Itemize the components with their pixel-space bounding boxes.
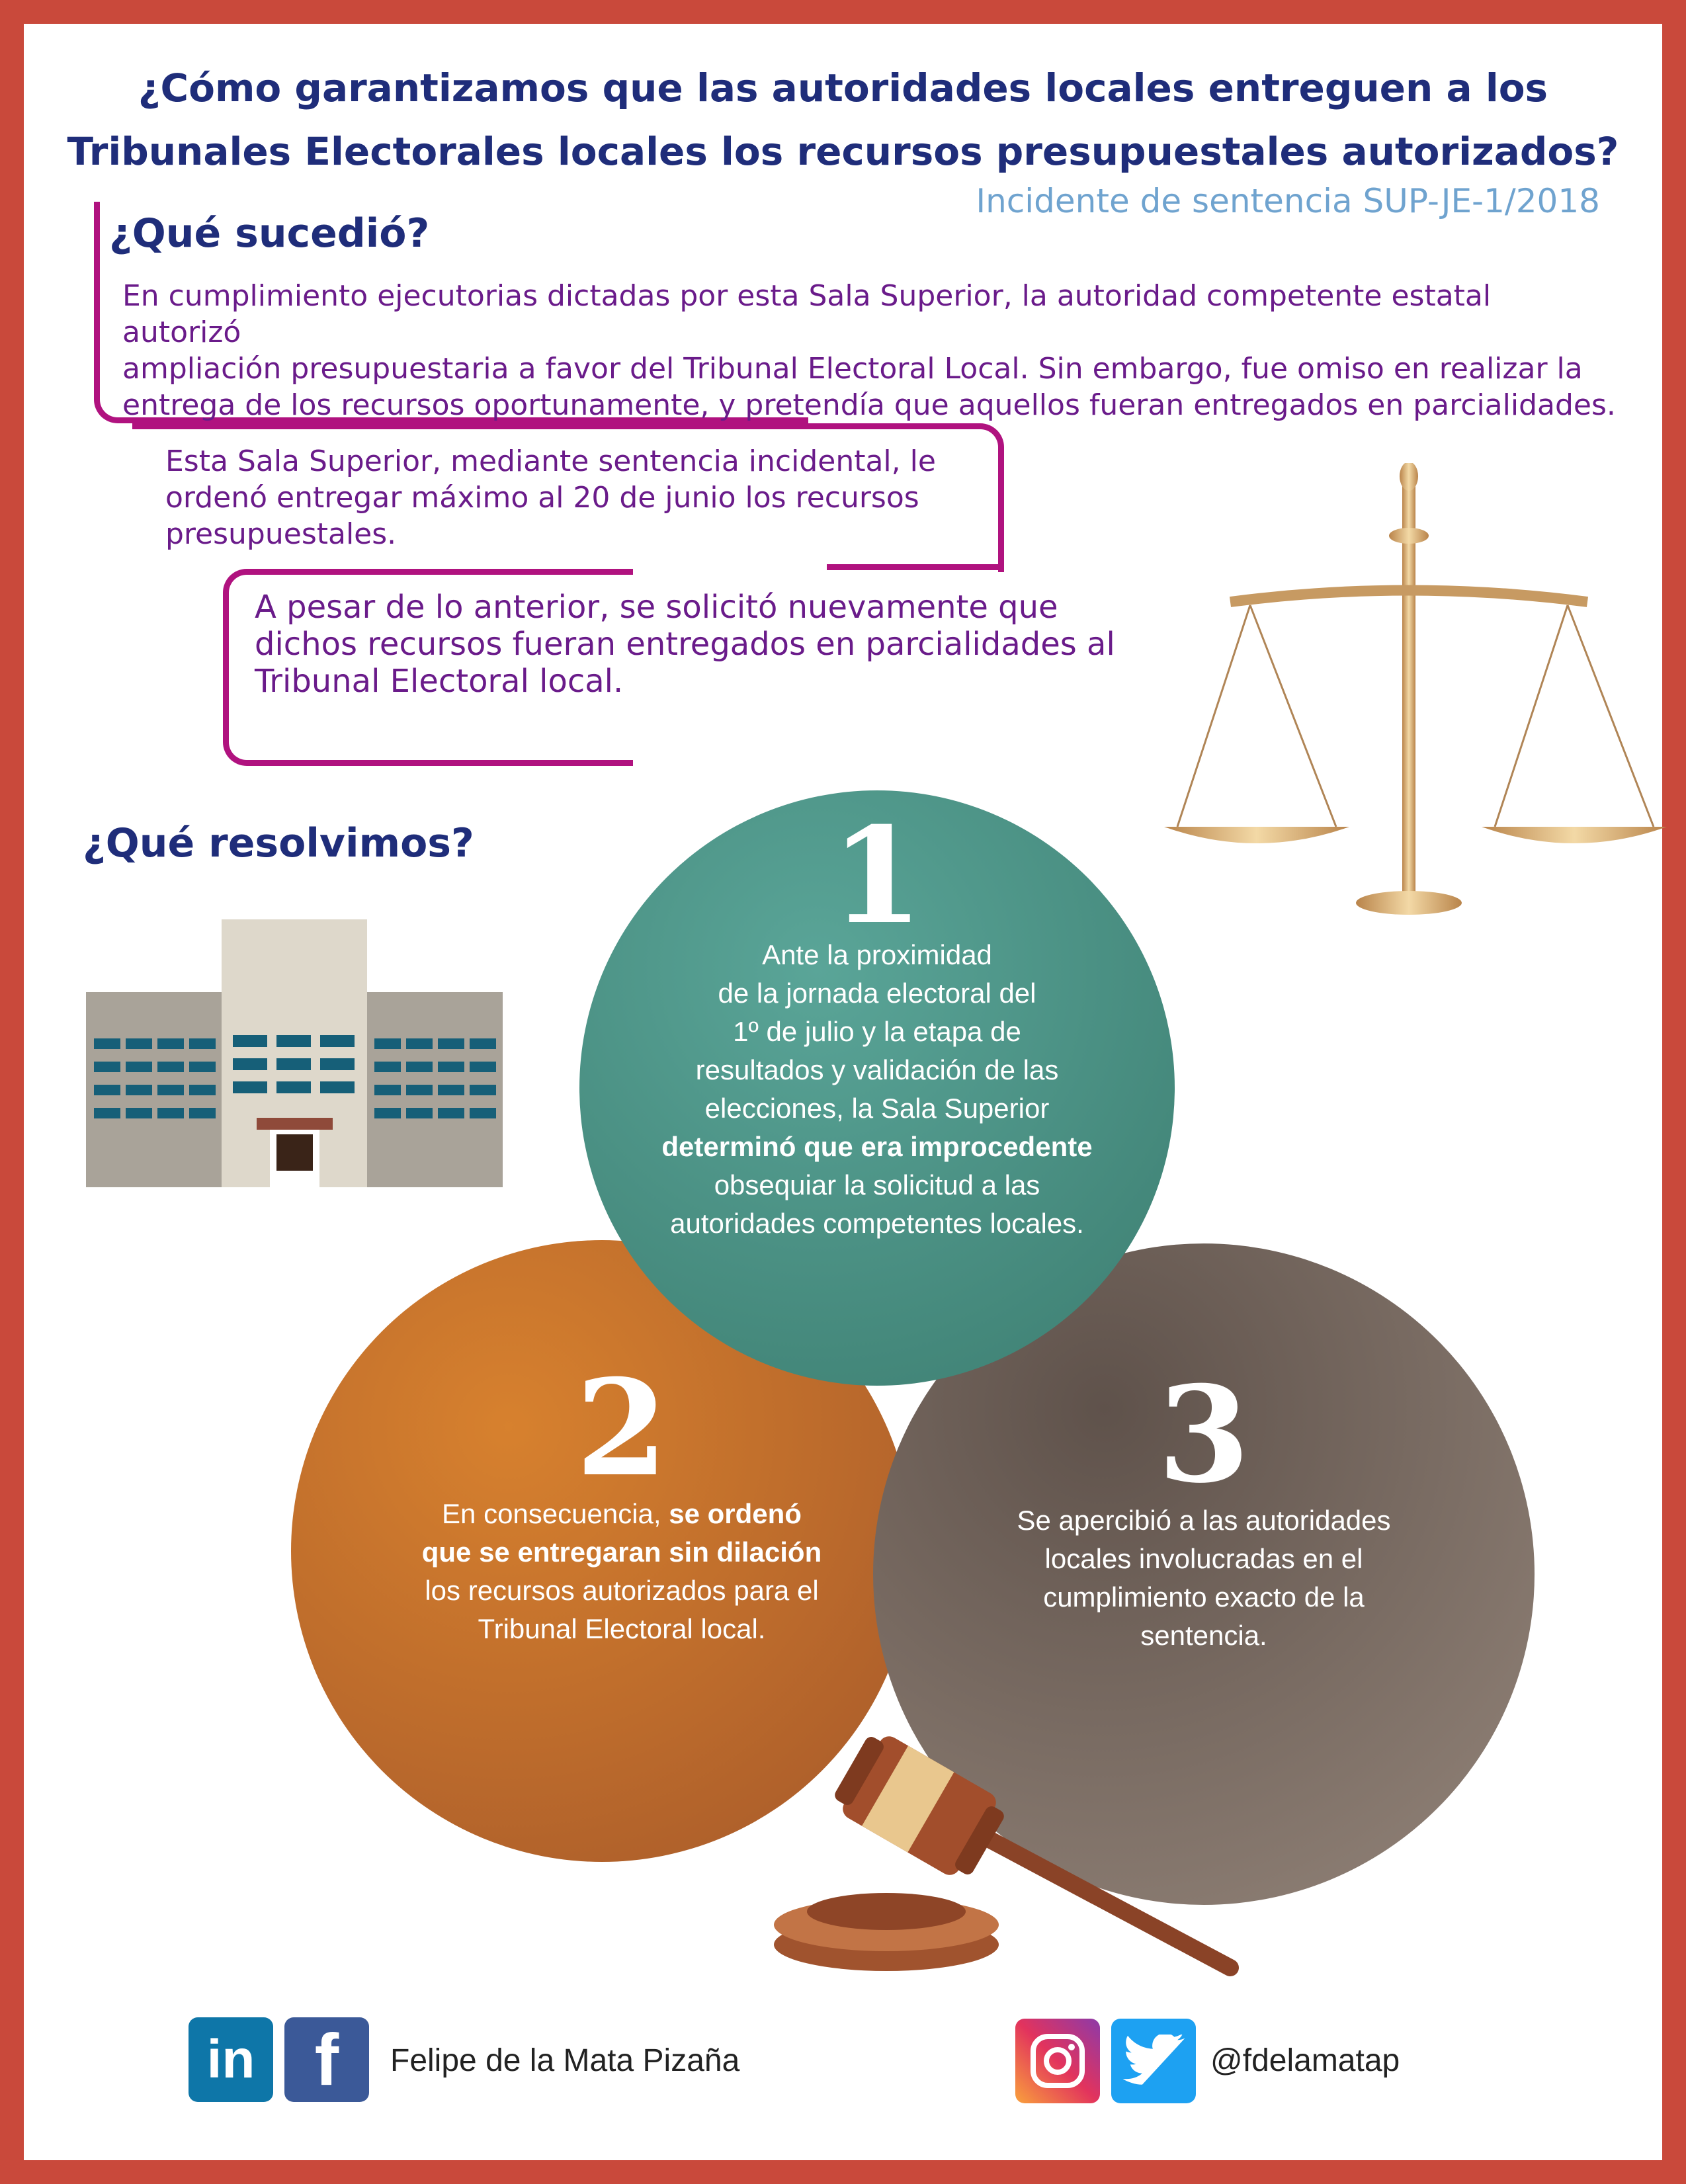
sucedio-p2-line: presupuestales. <box>165 517 397 551</box>
case-reference: Incidente de sentencia SUP-JE-1/2018 <box>976 182 1600 220</box>
title-line-2: Tribunales Electorales locales los recursos presupuestales autorizados? <box>67 129 1619 174</box>
step-1-line: resultados y validación de las <box>695 1054 1059 1085</box>
twitter-bird <box>1122 2035 1185 2087</box>
step-3-number: 3 <box>1158 1357 1250 1513</box>
step-2-number: 2 <box>575 1351 668 1506</box>
step-3-line: cumplimiento exacto de la <box>1043 1581 1365 1613</box>
page-title <box>53 56 1633 183</box>
linkedin-icon[interactable]: in <box>189 2017 273 2102</box>
step-2-pre: En consecuencia, <box>442 1498 669 1529</box>
instagram-icon[interactable] <box>1015 2019 1100 2103</box>
step-1-line: Ante la proximidad <box>762 939 992 970</box>
step-3-text <box>952 1501 1455 1655</box>
step-2-text <box>377 1495 866 1648</box>
step-1-number: 1 <box>831 798 923 954</box>
gavel-icon <box>767 1733 1243 1984</box>
sucedio-p3-line: A pesar de lo anterior, se solicitó nuevamente que <box>255 589 1058 626</box>
author-name: Felipe de la Mata Pizaña <box>390 2043 740 2078</box>
step-1-line: de la jornada electoral del <box>718 978 1036 1009</box>
sucedio-p2-line: ordenó entregar máximo al 20 de junio los recursos <box>165 481 919 515</box>
sucedio-p3-line: dichos recursos fueran entregados en parcialidades al <box>255 626 1115 663</box>
step-3-line: Se apercibió a las autoridades <box>1017 1505 1391 1536</box>
step-2-bold: que se entregaran sin dilación <box>421 1536 822 1568</box>
building-icon <box>86 919 503 1187</box>
sucedio-p2-line: Esta Sala Superior, mediante sentencia incidental, le <box>165 444 936 478</box>
instagram-glyph <box>1028 2031 1087 2091</box>
section-heading-resolvimos: ¿Qué resolvimos? <box>83 820 474 866</box>
facebook-icon[interactable]: f <box>284 2017 369 2102</box>
twitter-icon[interactable] <box>1111 2019 1196 2103</box>
title-line-1: ¿Cómo garantizamos que las autoridades locales entreguen a los <box>138 65 1548 110</box>
step-1-line: autoridades competentes locales. <box>670 1208 1084 1239</box>
bracket-2-bottom <box>827 564 1004 570</box>
sucedio-p3-line: Tribunal Electoral local. <box>255 663 624 700</box>
step-1-line: 1º de julio y la etapa de <box>733 1016 1021 1047</box>
step-3-line: locales involucradas en el <box>1044 1543 1363 1574</box>
sucedio-paragraph-2 <box>165 443 972 552</box>
sucedio-paragraph-3 <box>255 589 1181 700</box>
sucedio-p1-line: ampliación presupuestaria a favor del Tribunal Electoral Local. Sin embargo, fue omiso en realizar la <box>122 352 1583 386</box>
scales-icon <box>1151 463 1667 939</box>
step-1-bold: determinó que era improcedente <box>661 1131 1093 1162</box>
step-2-line: Tribunal Electoral local. <box>478 1613 766 1644</box>
sucedio-paragraph-1 <box>122 278 1617 423</box>
step-3-line: sentencia. <box>1140 1620 1267 1651</box>
sucedio-p1-line: En cumplimiento ejecutorias dictadas por esta Sala Superior, la autoridad competente estatal autorizó <box>122 279 1492 349</box>
step-1-line: elecciones, la Sala Superior <box>704 1093 1050 1124</box>
step-2-line: los recursos autorizados para el <box>425 1575 819 1606</box>
section-heading-sucedio: ¿Qué sucedió? <box>109 210 430 257</box>
social-handle: @fdelamatap <box>1210 2043 1400 2078</box>
step-1-text <box>646 936 1109 1243</box>
step-2-bold: se ordenó <box>669 1498 802 1529</box>
step-1-line: obsequiar la solicitud a las <box>714 1169 1040 1200</box>
sucedio-p1-line: entrega de los recursos oportunamente, y pretendía que aquellos fueran entregados en parcialidades. <box>122 388 1616 422</box>
